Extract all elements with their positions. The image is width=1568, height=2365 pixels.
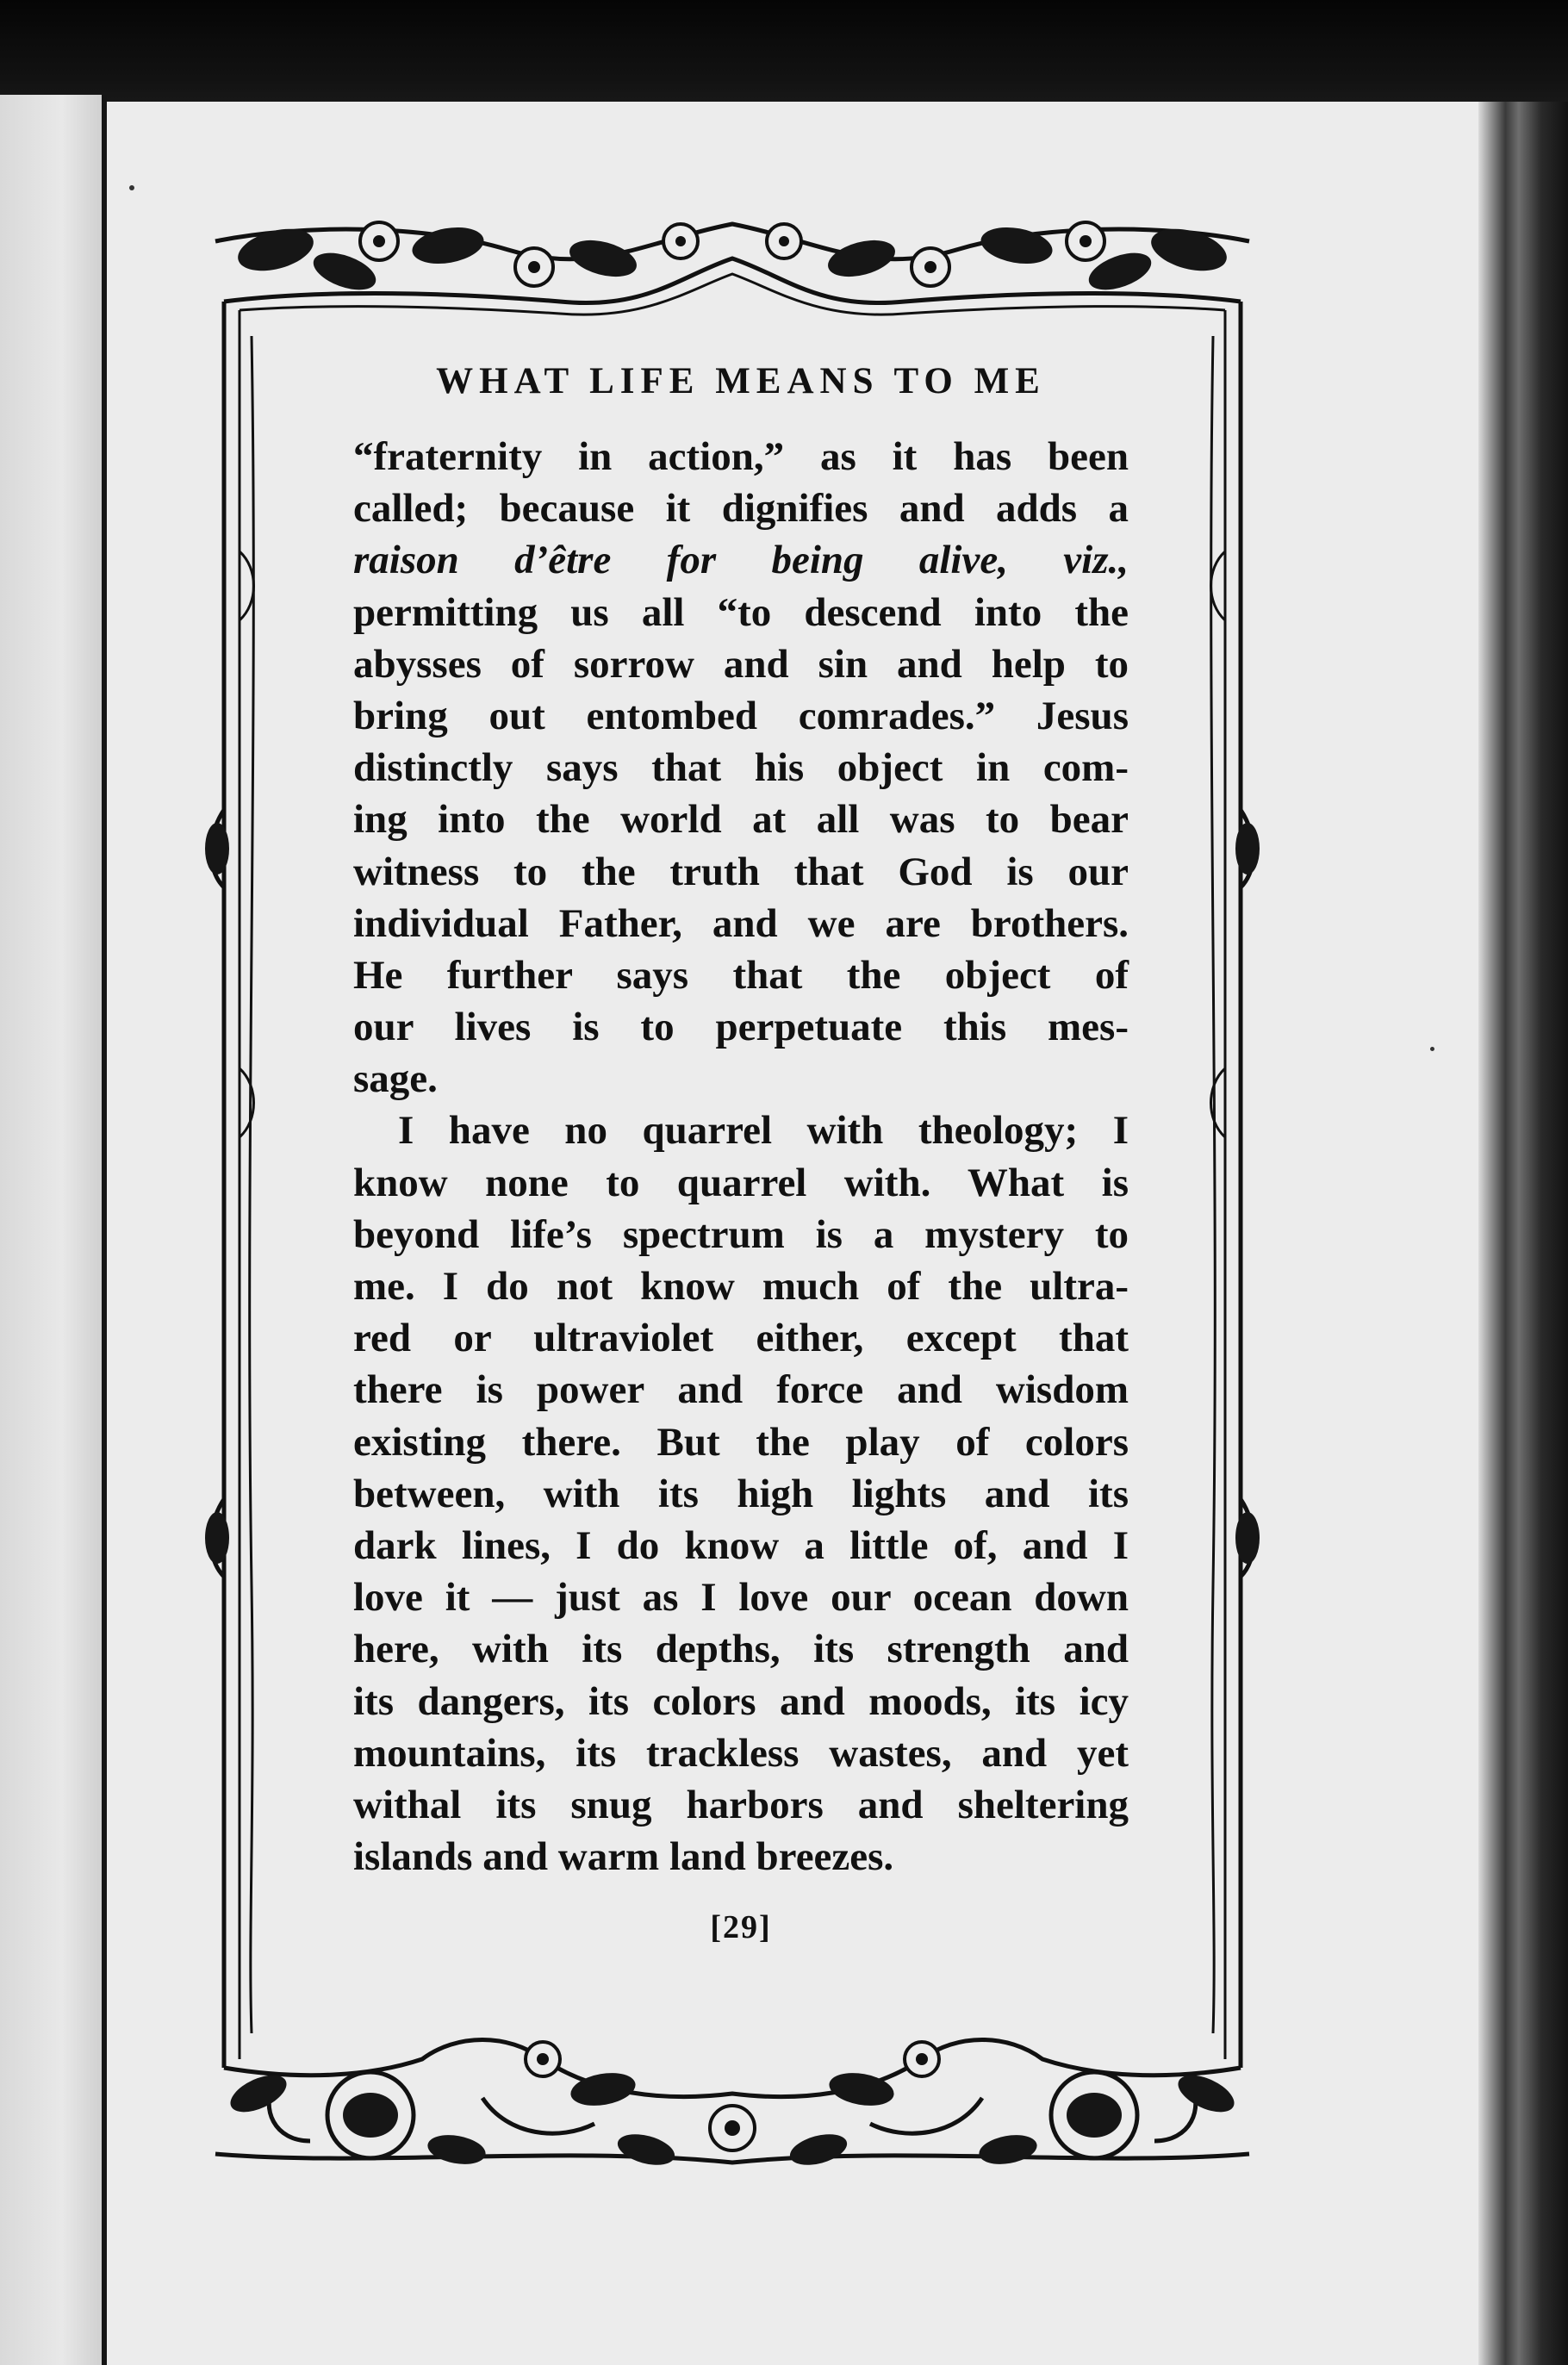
text-line: beyond life’s spectrum is a mystery to [353,1211,1129,1257]
text-line: raison d’être for being alive, viz., [353,538,1129,583]
text-line: permitting us all “to descend into the [353,589,1129,635]
text-line: existing there. But the play of colors [353,1419,1129,1465]
text-line: islands and warm land breezes. [353,1834,894,1880]
text-line: there is power and force and wisdom [353,1367,1129,1413]
text-line: bring out entombed comrades.” Jesus [353,693,1129,738]
text-line: love it — just as I love our ocean down [353,1575,1129,1621]
text-line: dark lines, I do know a little of, and I [353,1522,1129,1568]
scan-speck [1430,1047,1434,1051]
text-line: ing into the world at all was to bear [353,797,1129,843]
scan-background [0,0,1568,112]
text-line: sage. [353,1056,438,1102]
running-head: WHAT LIFE MEANS TO ME [436,361,1046,401]
facing-page-margin [0,95,103,2365]
text-line: “fraternity in action,” as it has been [353,434,1129,479]
page-number: [29] [710,1909,772,1945]
text-line: witness to the truth that God is our [353,849,1129,894]
text-line: here, with its depths, its strength and [353,1627,1129,1672]
text-line: abysses of sorrow and sin and help to [353,641,1129,687]
text-line: distinctly says that his object in com- [353,745,1129,791]
text-line: red or ultraviolet either, except that [353,1316,1129,1361]
book-binding [1478,102,1568,2365]
text-line: called; because it dignifies and adds a [353,486,1129,532]
text-line: withal its snug harbors and sheltering [353,1782,1129,1827]
text-line: between, with its high lights and its [353,1471,1129,1516]
scan-speck [129,185,134,190]
text-line: know none to quarrel with. What is [353,1160,1129,1205]
text-line: its dangers, its colors and moods, its icy [353,1678,1129,1724]
text-line: our lives is to perpetuate this mes- [353,1005,1129,1050]
text-line: mountains, its trackless wastes, and yet [353,1730,1129,1776]
text-line: individual Father, and we are brothers. [353,900,1129,946]
text-line: me. I do not know much of the ultra- [353,1264,1129,1309]
text-line: He further says that the object of [353,952,1129,998]
body-text [353,431,1129,1883]
text-line: I have no quarrel with theology; I [398,1108,1129,1154]
